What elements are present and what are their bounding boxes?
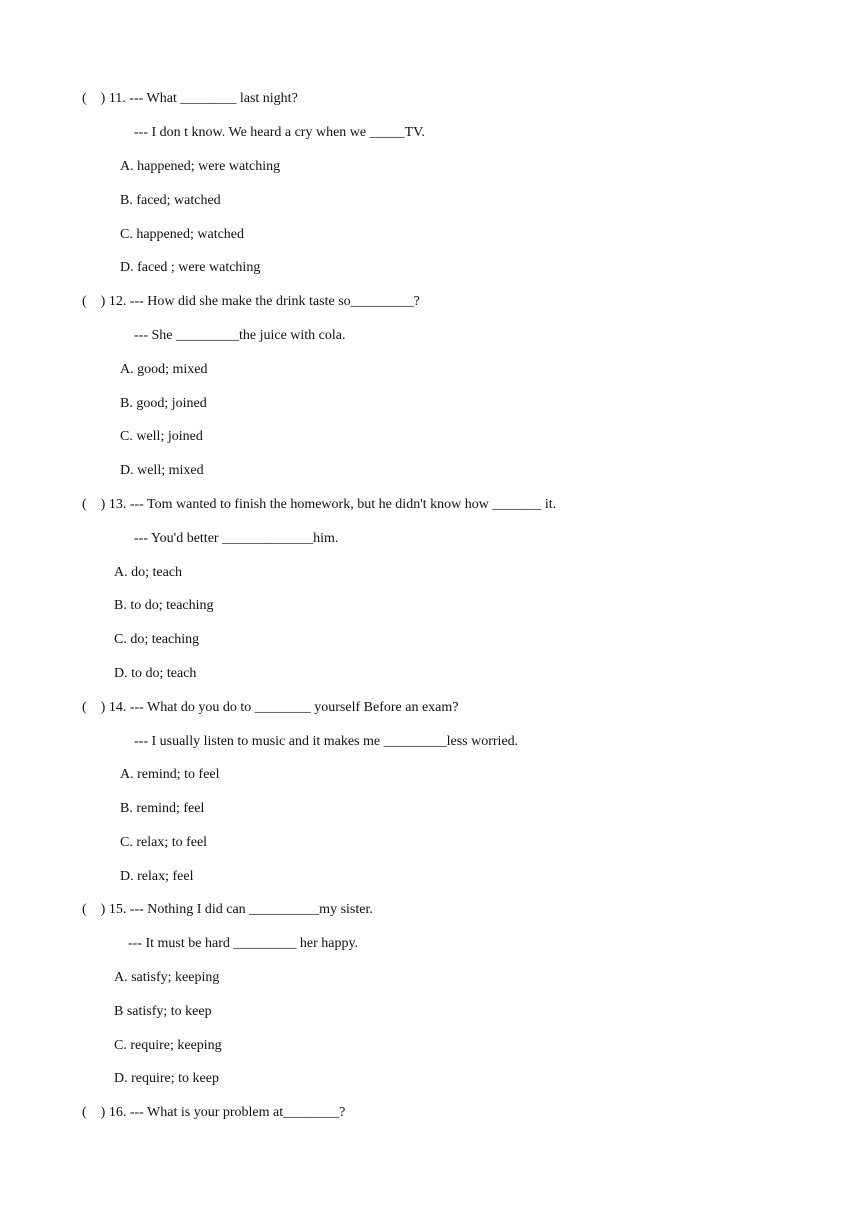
question-11-option-d: D. faced ; were watching bbox=[120, 260, 261, 275]
question-15-prompt: ( ) 15. --- Nothing I did can __________my sister. bbox=[82, 902, 373, 917]
question-14-prompt: ( ) 14. --- What do you do to ________ yourself Before an exam? bbox=[82, 700, 459, 715]
question-13-option-a: A. do; teach bbox=[114, 565, 183, 580]
question-14-reply: --- I usually listen to music and it makes me _________less worried. bbox=[134, 734, 519, 749]
question-15-reply: --- It must be hard _________ her happy. bbox=[128, 936, 359, 951]
question-12-option-b: B. good; joined bbox=[120, 396, 207, 411]
question-15-option-d: D. require; to keep bbox=[114, 1071, 219, 1086]
question-12-reply: --- She _________the juice with cola. bbox=[134, 328, 346, 343]
question-15-option-c: C. require; keeping bbox=[114, 1038, 222, 1053]
question-12-option-c: C. well; joined bbox=[120, 429, 203, 444]
question-15-option-a: A. satisfy; keeping bbox=[114, 970, 220, 985]
question-14-option-b: B. remind; feel bbox=[120, 801, 205, 816]
question-11-reply: --- I don t know. We heard a cry when we _____TV. bbox=[134, 125, 425, 140]
question-13-option-d: D. to do; teach bbox=[114, 666, 197, 681]
question-13-prompt: ( ) 13. --- Tom wanted to finish the homework, but he didn't know how _______ it. bbox=[82, 497, 557, 512]
question-11-option-c: C. happened; watched bbox=[120, 227, 245, 242]
question-14-option-a: A. remind; to feel bbox=[120, 767, 220, 782]
question-14-option-c: C. relax; to feel bbox=[120, 835, 208, 850]
question-13-reply: --- You'd better _____________him. bbox=[134, 531, 339, 546]
question-12-option-d: D. well; mixed bbox=[120, 463, 204, 478]
question-13-option-b: B. to do; teaching bbox=[114, 598, 214, 613]
question-11-option-a: A. happened; were watching bbox=[120, 159, 281, 174]
question-13-option-c: C. do; teaching bbox=[114, 632, 200, 647]
question-11-prompt: ( ) 11. --- What ________ last night? bbox=[82, 91, 298, 106]
question-12-option-a: A. good; mixed bbox=[120, 362, 208, 377]
question-14-option-d: D. relax; feel bbox=[120, 869, 194, 884]
question-15-option-b: B satisfy; to keep bbox=[114, 1004, 212, 1019]
question-16-prompt: ( ) 16. --- What is your problem at________? bbox=[82, 1105, 346, 1120]
question-11-option-b: B. faced; watched bbox=[120, 193, 221, 208]
question-12-prompt: ( ) 12. --- How did she make the drink taste so_________? bbox=[82, 294, 420, 309]
